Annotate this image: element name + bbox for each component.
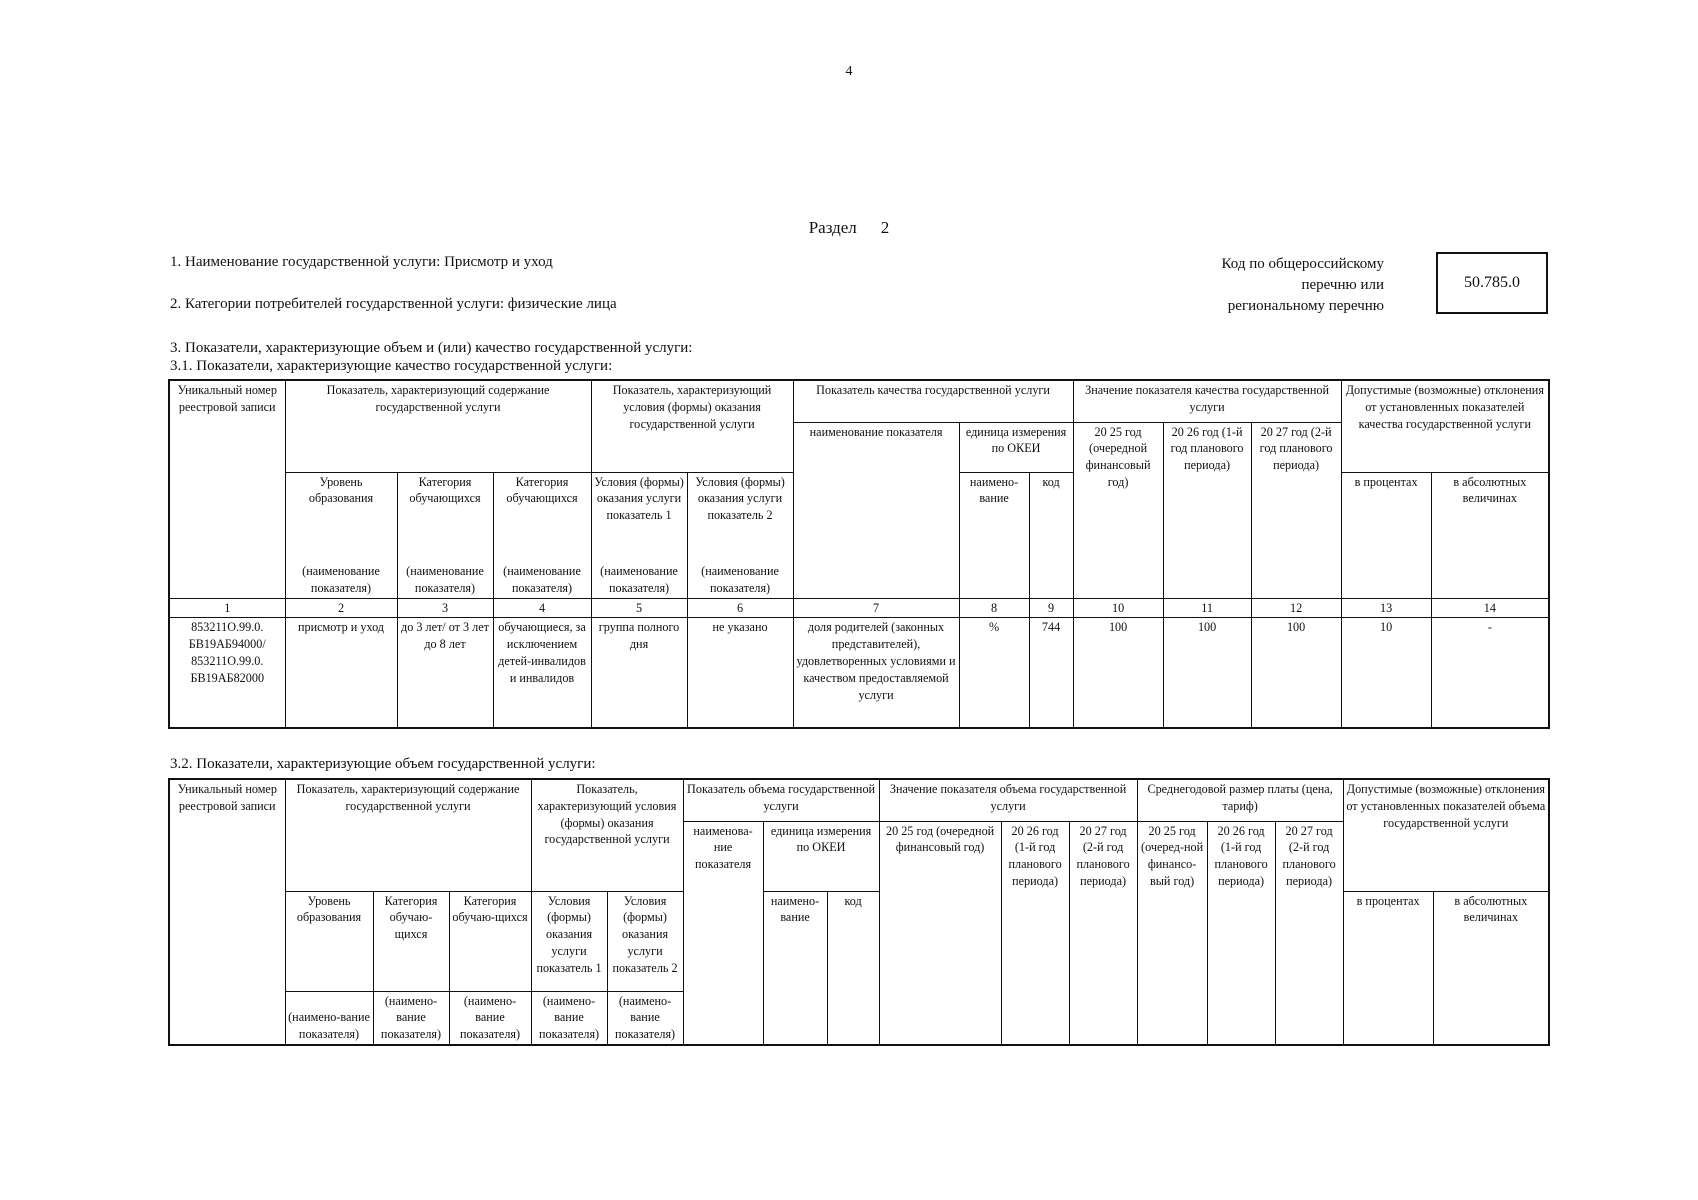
q-h-value: Значение показателя качества государственной услуги	[1073, 380, 1341, 422]
q-cat2: обучающиеся, за исключением детей-инвалидов и инвалидов	[493, 618, 591, 728]
q-h-cond2: Условия (формы) оказания услуги показатель 2	[687, 472, 793, 558]
v-h-v1: 20 25 год (очередной финансовый год)	[879, 821, 1001, 1045]
q-data-row	[169, 618, 1549, 728]
q-dev-pct: 10	[1341, 618, 1431, 728]
q-h-ind-name: наименование показателя	[793, 422, 959, 598]
q-y2: 100	[1163, 618, 1251, 728]
q-unit-code: 744	[1029, 618, 1073, 728]
q-h-y3: 20 27 год (2-й год планового периода)	[1251, 422, 1341, 598]
q-colnum: 2	[285, 598, 397, 618]
q-unit-name: %	[959, 618, 1029, 728]
q-colnum: 6	[687, 598, 793, 618]
q-h-unit-code: код	[1029, 472, 1073, 598]
code-label	[1222, 254, 1384, 317]
v-h-ind-name: наименова-ние показателя	[683, 821, 763, 1045]
code-label-line1: Код по общероссийскому	[1221, 256, 1384, 272]
q-colnum: 1	[169, 598, 285, 618]
q-h-unit: единица измерения по ОКЕИ	[959, 422, 1073, 472]
service-code-box: 50.785.0	[1436, 252, 1548, 314]
v-h-percent: в процентах	[1343, 891, 1433, 1045]
section-title	[0, 218, 1698, 238]
v-h-name-ind-6: (наимено-вание показателя)	[607, 991, 683, 1045]
v-h-unit-name: наимено-вание	[763, 891, 827, 1045]
q-h-cond1: Условия (формы) оказания услуги показатель 1	[591, 472, 687, 558]
q-h-percent: в процентах	[1341, 472, 1431, 598]
quality-heading: 3.1. Показатели, характеризующие качество государственной услуги:	[170, 358, 613, 374]
v-h-value: Значение показателя объема государственной услуги	[879, 779, 1137, 821]
q-unique-number: 853211О.99.0. БВ19АБ94000/ 853211О.99.0. БВ19АБ82000	[169, 618, 285, 728]
q-h-cat1: Категория обучающихся	[397, 472, 493, 558]
v-h-fee: Среднегодовой размер платы (цена, тариф)	[1137, 779, 1343, 821]
v-h-abs: в абсолютных величинах	[1433, 891, 1549, 1045]
q-h-name-ind-5: (наименование показателя)	[591, 558, 687, 598]
section-number: 2	[880, 218, 890, 237]
v-h-level: Уровень образования	[285, 891, 373, 991]
q-h-name-ind-6: (наименование показателя)	[687, 558, 793, 598]
q-cond2: не указано	[687, 618, 793, 728]
v-h-volume: Показатель объема государственной услуги	[683, 779, 879, 821]
q-colnum: 11	[1163, 598, 1251, 618]
service-name-line: 1. Наименование государственной услуги: Присмотр и уход	[170, 254, 553, 270]
v-h-unique: Уникальный номер реестровой записи	[169, 779, 285, 1045]
q-dev-abs: -	[1431, 618, 1549, 728]
quality-table	[168, 379, 1550, 729]
q-colnum: 14	[1431, 598, 1549, 618]
q-h-deviation: Допустимые (возможные) отклонения от установленных показателей качества государственной услуги	[1341, 380, 1549, 472]
volume-heading: 3.2. Показатели, характеризующие объем государственной услуги:	[170, 756, 596, 772]
v-h-cond1: Условия (формы) оказания услуги показатель 1	[531, 891, 607, 991]
q-h-unit-name: наимено-вание	[959, 472, 1029, 598]
v-h-cond2: Условия (формы) оказания услуги показатель 2	[607, 891, 683, 991]
page-number: 4	[845, 64, 853, 79]
q-h-conditions: Показатель, характеризующий условия (формы) оказания государственной услуги	[591, 380, 793, 472]
q-h-y1: 20 25 год (очередной финансовый год)	[1073, 422, 1163, 598]
q-colnum: 12	[1251, 598, 1341, 618]
q-colnum: 10	[1073, 598, 1163, 618]
v-h-f2: 20 26 год (1-й год планового периода)	[1207, 821, 1275, 1045]
q-cat1: до 3 лет/ от 3 лет до 8 лет	[397, 618, 493, 728]
q-colnum: 13	[1341, 598, 1431, 618]
q-h-level: Уровень образования	[285, 472, 397, 558]
volume-table	[168, 778, 1550, 1046]
v-h-name-ind-4: (наимено-вание показателя)	[449, 991, 531, 1045]
v-h-f1: 20 25 год (очеред-ной финансо-вый год)	[1137, 821, 1207, 1045]
q-y1: 100	[1073, 618, 1163, 728]
v-h-v3: 20 27 год (2-й год планового периода)	[1069, 821, 1137, 1045]
q-h-cat2: Категория обучающихся	[493, 472, 591, 558]
q-h-unique: Уникальный номер реестровой записи	[169, 380, 285, 598]
v-h-name-ind-5: (наимено-вание показателя)	[531, 991, 607, 1045]
q-h-y2: 20 26 год (1-й год планового периода)	[1163, 422, 1251, 598]
q-colnum: 5	[591, 598, 687, 618]
q-cond1: группа полного дня	[591, 618, 687, 728]
v-h-content: Показатель, характеризующий содержание государственной услуги	[285, 779, 531, 891]
q-y3: 100	[1251, 618, 1341, 728]
v-h-unit: единица измерения по ОКЕИ	[763, 821, 879, 891]
q-colnum: 3	[397, 598, 493, 618]
v-h-v2: 20 26 год (1-й год планового периода)	[1001, 821, 1069, 1045]
code-label-line3: региональному перечню	[1227, 298, 1384, 314]
q-h-content: Показатель, характеризующий содержание государственной услуги	[285, 380, 591, 422]
q-colnum: 9	[1029, 598, 1073, 618]
q-level: присмотр и уход	[285, 618, 397, 728]
q-h-name-ind-4: (наименование показателя)	[493, 558, 591, 598]
q-h-abs: в абсолютных величинах	[1431, 472, 1549, 598]
q-colnum: 4	[493, 598, 591, 618]
v-h-name-ind-3: (наимено-вание показателя)	[373, 991, 449, 1045]
v-h-f3: 20 27 год (2-й год планового периода)	[1275, 821, 1343, 1045]
q-h-content-space	[285, 422, 591, 472]
indicators-heading: 3. Показатели, характеризующие объем и (или) качество государственной услуги:	[170, 340, 693, 356]
v-h-cat2: Категория обучаю-щихся	[449, 891, 531, 991]
v-h-name-ind-2: (наимено-вание показателя)	[285, 991, 373, 1045]
v-h-conditions: Показатель, характеризующий условия (формы) оказания государственной услуги	[531, 779, 683, 891]
q-h-name-ind-3: (наименование показателя)	[397, 558, 493, 598]
q-colnum-row	[169, 598, 1549, 618]
q-h-name-ind-2: (наименование показателя)	[285, 558, 397, 598]
v-h-cat1: Категория обучаю-щихся	[373, 891, 449, 991]
v-h-deviation: Допустимые (возможные) отклонения от установленных показателей объема государственной услуги	[1343, 779, 1549, 891]
q-colnum: 7	[793, 598, 959, 618]
q-h-quality: Показатель качества государственной услуги	[793, 380, 1073, 422]
section-label: Раздел	[808, 218, 857, 237]
code-label-line2: перечню или	[1301, 277, 1384, 293]
q-indicator: доля родителей (законных представителей), удовлетворенных условиями и качеством предоставляемой услуги	[793, 618, 959, 728]
consumers-line: 2. Категории потребителей государственной услуги: физические лица	[170, 296, 617, 312]
v-h-unit-code: код	[827, 891, 879, 1045]
q-colnum: 8	[959, 598, 1029, 618]
